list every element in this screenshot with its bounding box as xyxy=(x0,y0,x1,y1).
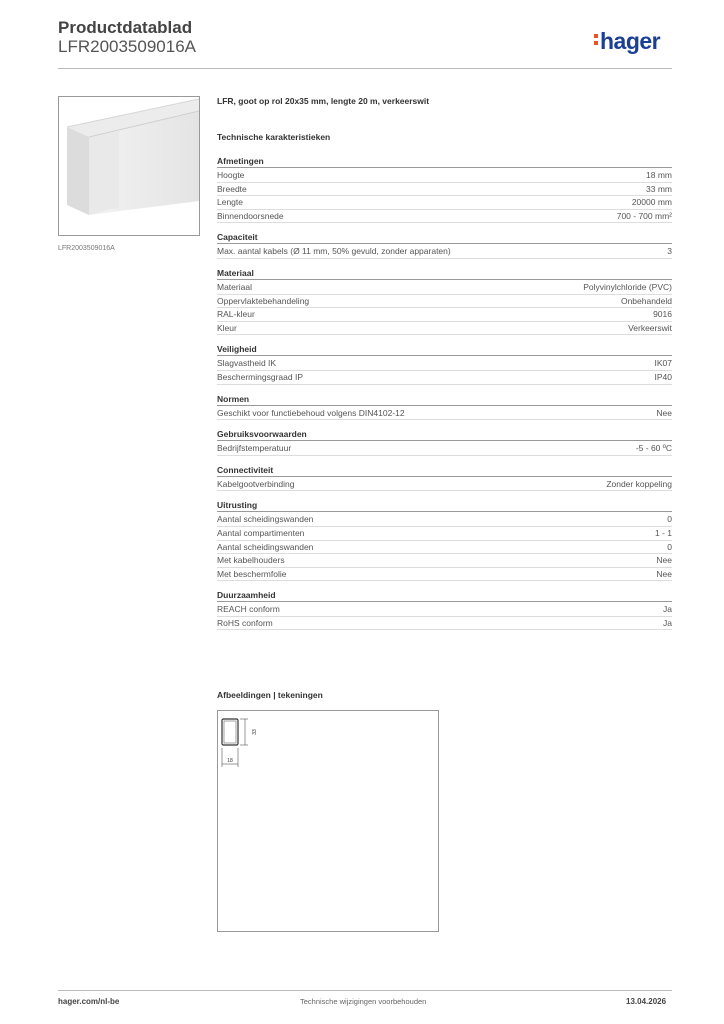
spec-label: Aantal scheidingswanden xyxy=(217,514,314,525)
spec-label: Bedrijfstemperatuur xyxy=(217,443,292,454)
spec-label: Aantal compartimenten xyxy=(217,527,305,538)
footer-disclaimer: Technische wijzigingen voorbehouden xyxy=(300,997,427,1006)
drawings-title: Afbeeldingen | tekeningen xyxy=(217,690,323,700)
spec-label: Geschikt voor functiebehoud volgens DIN4102-12 xyxy=(217,407,405,418)
spec-label: Binnendoorsnede xyxy=(217,210,284,221)
spec-section xyxy=(217,590,672,630)
spec-label: Kabelgootverbinding xyxy=(217,478,295,489)
spec-row xyxy=(217,513,672,527)
photo-caption: LFR2003509016A xyxy=(58,245,115,252)
footer-website[interactable]: hager.com/nl-be xyxy=(58,997,120,1006)
section-title: Normen xyxy=(217,394,672,406)
section-title: Uitrusting xyxy=(217,500,672,512)
document-title: Productdatablad xyxy=(58,18,193,37)
spec-value: Nee xyxy=(656,555,672,566)
spec-value: IP40 xyxy=(654,371,672,382)
spec-label: Met beschermfolie xyxy=(217,568,287,579)
section-title: Duurzaamheid xyxy=(217,590,672,602)
spec-value: Nee xyxy=(656,568,672,579)
spec-label: Beschermingsgraad IP xyxy=(217,371,303,382)
spec-label: Kleur xyxy=(217,322,237,333)
spec-label: REACH conform xyxy=(217,604,280,615)
spec-value: Ja xyxy=(663,604,672,615)
logo-text: hager xyxy=(600,28,661,54)
section-title: Materiaal xyxy=(217,268,672,280)
spec-row xyxy=(217,541,672,555)
section-title: Veiligheid xyxy=(217,344,672,356)
section-title: Connectiviteit xyxy=(217,465,672,477)
spec-row xyxy=(217,196,672,210)
product-name: LFR, goot op rol 20x35 mm, lengte 20 m, verkeerswit xyxy=(217,96,430,106)
spec-row xyxy=(217,617,672,631)
section-title: Capaciteit xyxy=(217,232,672,244)
spec-row xyxy=(217,554,672,568)
spec-value: -5 - 60 ºC xyxy=(635,443,672,454)
cable-duct-image xyxy=(59,97,199,235)
footer-divider xyxy=(58,990,672,991)
spec-value: 20000 mm xyxy=(631,197,672,208)
spec-value: 1 - 1 xyxy=(654,527,672,538)
spec-value: 33 mm xyxy=(646,183,672,194)
technical-drawing xyxy=(217,710,439,932)
spec-value: 3 xyxy=(667,246,672,257)
width-dimension-label: 18 xyxy=(227,758,233,764)
spec-value: 0 xyxy=(667,541,672,552)
spec-label: Materiaal xyxy=(217,281,252,292)
spec-label: RAL-kleur xyxy=(217,309,255,320)
spec-section xyxy=(217,500,672,581)
logo-dots-icon xyxy=(594,34,598,48)
product-photo xyxy=(58,96,200,236)
spec-value: 700 - 700 mm² xyxy=(616,210,672,221)
spec-label: Slagvastheid IK xyxy=(217,358,277,369)
footer-date: 13.04.2026 xyxy=(626,997,667,1006)
dimension-drawing xyxy=(218,711,438,931)
spec-row xyxy=(217,245,672,259)
spec-label: Aantal scheidingswanden xyxy=(217,541,314,552)
spec-value: 9016 xyxy=(653,309,672,320)
hager-logo xyxy=(594,28,660,55)
spec-section xyxy=(217,429,672,456)
section-title: Afmetingen xyxy=(217,156,672,168)
header-divider xyxy=(58,68,672,69)
spec-section xyxy=(217,344,672,384)
spec-value: Nee xyxy=(656,407,672,418)
spec-section xyxy=(217,465,672,492)
spec-row xyxy=(217,478,672,492)
spec-row xyxy=(217,371,672,385)
spec-label: Breedte xyxy=(217,183,247,194)
spec-value: Ja xyxy=(663,617,672,628)
spec-row xyxy=(217,322,672,336)
section-title: Gebruiksvoorwaarden xyxy=(217,429,672,441)
spec-section xyxy=(217,156,672,223)
spec-label: Oppervlaktebehandeling xyxy=(217,295,310,306)
spec-row xyxy=(217,210,672,224)
spec-row xyxy=(217,407,672,421)
spec-label: RoHS conform xyxy=(217,617,273,628)
spec-value: 0 xyxy=(667,514,672,525)
spec-row xyxy=(217,357,672,371)
spec-row xyxy=(217,603,672,617)
spec-value: Onbehandeld xyxy=(620,295,672,306)
spec-row xyxy=(217,568,672,582)
spec-row xyxy=(217,295,672,309)
spec-section xyxy=(217,268,672,335)
spec-row xyxy=(217,527,672,541)
height-dimension-label: 33 xyxy=(252,729,258,735)
spec-value: IK07 xyxy=(654,358,672,369)
spec-sections xyxy=(217,156,672,630)
specs-content xyxy=(217,96,672,639)
product-code: LFR2003509016A xyxy=(58,37,197,56)
spec-row xyxy=(217,281,672,295)
spec-label: Max. aantal kabels (Ø 11 mm, 50% gevuld, zonder apparaten) xyxy=(217,246,451,257)
tech-heading: Technische karakteristieken xyxy=(217,132,331,142)
spec-section xyxy=(217,232,672,259)
spec-label: Hoogte xyxy=(217,170,245,180)
spec-value: 18 mm xyxy=(646,170,672,180)
spec-section xyxy=(217,394,672,421)
spec-value: Polyvinylchloride (PVC) xyxy=(583,281,672,292)
spec-row xyxy=(217,169,672,183)
spec-label: Met kabelhouders xyxy=(217,555,285,566)
spec-row xyxy=(217,442,672,456)
spec-row xyxy=(217,308,672,322)
spec-value: Zonder koppeling xyxy=(606,478,672,489)
spec-label: Lengte xyxy=(217,197,243,208)
spec-value: Verkeerswit xyxy=(628,322,672,333)
spec-row xyxy=(217,183,672,197)
